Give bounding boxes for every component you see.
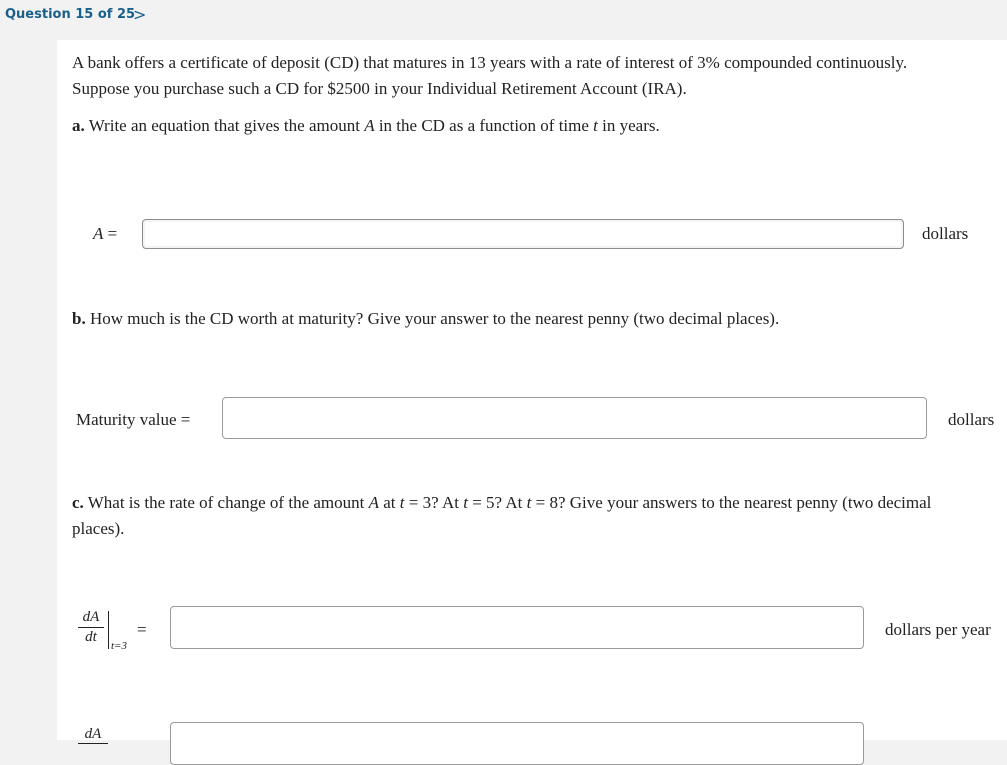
evaluation-bar [108, 611, 109, 649]
part-c-text-2: at [379, 493, 400, 512]
part-a-prefix: a. [72, 116, 85, 135]
maturity-value-input[interactable] [222, 397, 927, 439]
part-c-text-3: = 3? At [404, 493, 464, 512]
var-t: t [593, 116, 598, 135]
part-a-label-eq: = [103, 224, 118, 243]
part-a-text-mid: in the CD as a function of time [374, 116, 594, 135]
intro-line-1: A bank offers a certificate of deposit (CD) that matures in 13 years with a rate of interest of 3% compounded continuously. [72, 53, 908, 72]
derivative-fraction-2 [78, 726, 108, 744]
part-a-text: Write an equation that gives the amount [84, 116, 365, 135]
question-nav-bar [0, 0, 1007, 40]
question-intro [72, 50, 907, 102]
part-b-unit: dollars [948, 410, 995, 429]
part-a-label [93, 224, 117, 244]
part-c-text-4: = 5? At [467, 493, 527, 512]
part-a-label-var: A [93, 224, 104, 243]
derivative-numerator: dA [78, 609, 104, 628]
derivative-numerator-2: dA [78, 726, 108, 744]
part-a-unit: dollars [922, 224, 969, 243]
part-c-var-t2: t [463, 493, 468, 512]
part-a-text-end: in years. [597, 116, 660, 135]
part-b-prompt [72, 306, 779, 332]
derivative-denominator: dt [85, 629, 97, 645]
maturity-value-label: Maturity value = [76, 410, 191, 429]
derivative-fraction [78, 609, 104, 646]
part-c-var-a: A [368, 493, 379, 512]
evaluation-subscript: t=3 [111, 640, 127, 652]
part-c-text-1: What is the rate of change of the amount [83, 493, 369, 512]
part-b-prefix: b. [72, 309, 86, 328]
question-counter: Question 15 of 25 [5, 7, 136, 22]
part-c-unit: dollars per year [885, 620, 991, 639]
derivative-equals: = [137, 620, 147, 639]
part-b-text: How much is the CD worth at maturity? Give your answer to the nearest penny (two decimal places). [85, 309, 780, 328]
next-question-chevron-icon[interactable]: > [133, 5, 147, 24]
intro-line-2: Suppose you purchase such a CD for $2500 in your Individual Retirement Account (IRA). [72, 79, 687, 98]
rate-t3-input[interactable] [170, 606, 864, 649]
part-c-prefix: c. [72, 493, 84, 512]
part-c-text-line2: places). [72, 519, 125, 538]
part-c-prompt [72, 490, 931, 542]
part-c-text-5: = 8? Give your answers to the nearest penny (two decimal [531, 493, 932, 512]
part-c-var-t3: t [526, 493, 532, 512]
equation-input[interactable] [142, 219, 904, 249]
part-c-var-t1: t [399, 493, 405, 512]
part-a-prompt [72, 113, 660, 139]
rate-t5-input[interactable] [170, 722, 864, 765]
var-a: A [364, 116, 375, 135]
